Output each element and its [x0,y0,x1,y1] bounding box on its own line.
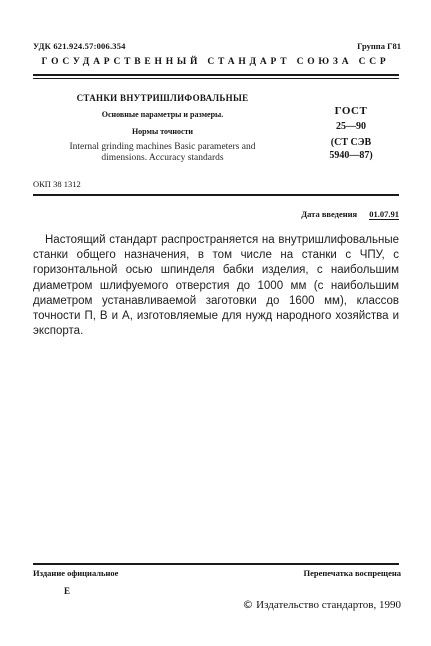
sev-reference [303,136,399,162]
group-code: Группа Г81 [357,41,401,51]
gost-label: ГОСТ [334,105,368,117]
document-title: СТАНКИ ВНУТРИШЛИФОВАЛЬНЫЕ [76,93,249,103]
intro-date-value: 01.07.91 [369,209,399,219]
copyright-icon: © [242,598,254,611]
gost-number: 25—90 [336,121,366,132]
state-standard-heading: ГОСУДАРСТВЕННЫЙ СТАНДАРТ СОЮЗА ССР [41,57,390,67]
sev-line-1: (СТ СЭВ [330,137,372,148]
body-paragraph: Настоящий стандарт распространяется на внутришлифовальные станки общего назначения, в том числе на станки с ЧПУ, с горизонтальной осью шпинделя бабки изделия, с наибольшим диаметром шлифуемого отверстия до 1000 мм (с наибольшим диаметром устанавливаемой заготовки до 1600 мм), классов точности П, В и А, изготовляемые для нужд народного хозяйства и экспорта. [33,234,399,338]
english-title [30,142,295,164]
copyright-line [242,598,401,611]
copyright-text: Издательство стандартов, 1990 [256,599,401,611]
english-title-line-2: dimensions. Accuracy standards [101,153,224,163]
footer-rule [33,563,399,565]
okp-code: ОКП 38 1312 [33,179,81,189]
intro-date-label: Дата введения [301,209,358,219]
header-rule-thick [33,74,399,76]
no-reprint-notice: Перепечатка воспрещена [303,568,401,578]
english-title-line-1: Internal grinding machines Basic parameters and [69,142,256,152]
official-edition: Издание официальное [33,568,119,578]
sev-line-2: 5940—87) [329,150,373,161]
title-block [30,93,295,164]
edition-letter: Е [64,586,71,596]
intro-date-row [301,209,399,220]
okp-rule [33,194,399,196]
gost-block [303,105,399,162]
header-rule-thin [33,78,399,79]
document-subtitle: Основные параметры и размеры. [101,110,224,119]
udk-code: УДК 621.924.57:006.354 [33,41,126,51]
document-norms: Нормы точности [131,127,194,136]
